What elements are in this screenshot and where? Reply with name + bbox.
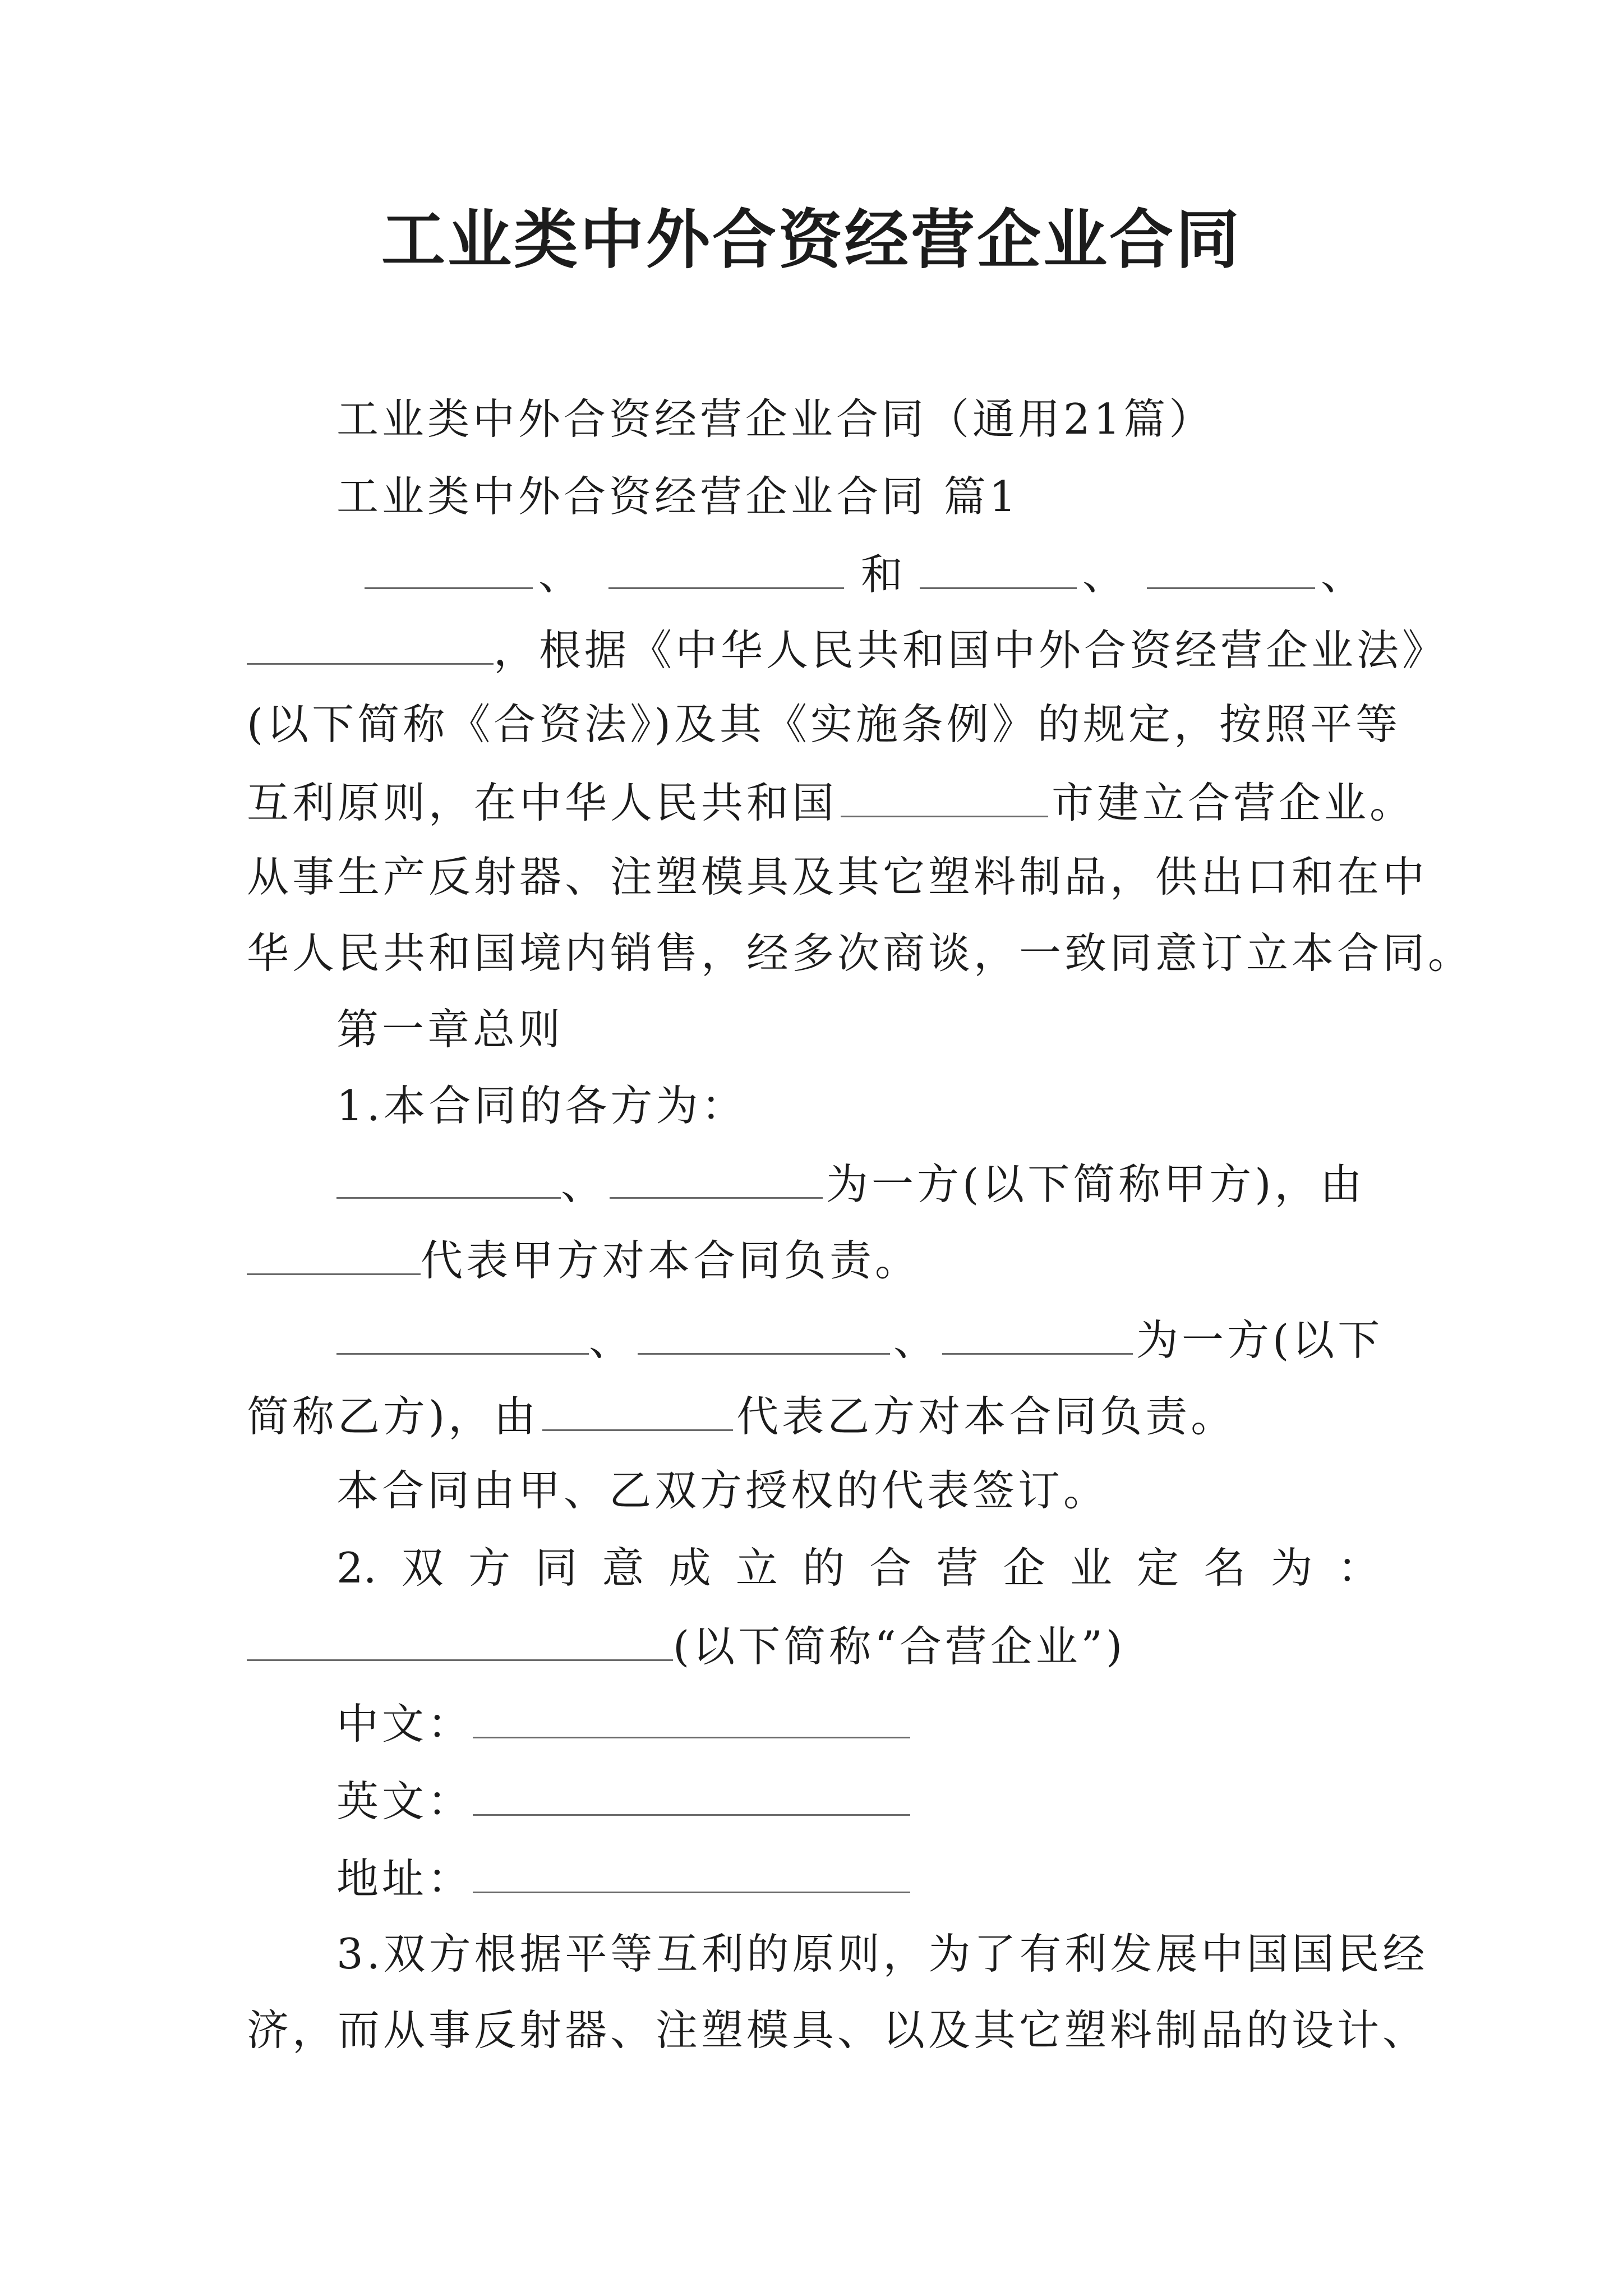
party-b-text: 代表乙方对本合同负责。	[736, 1392, 1237, 1441]
part-heading: 工业类中外合资经营企业合同 篇1	[336, 472, 1020, 521]
article-2-char: 同	[535, 1543, 578, 1593]
article-2-line-2	[247, 1613, 1126, 1677]
article-2-char: 营	[936, 1543, 979, 1593]
article-2-char: 的	[803, 1543, 845, 1593]
article-2-char: 定	[1137, 1543, 1179, 1593]
chapter-heading: 第一章总则	[336, 1005, 564, 1054]
article-2-char: 合	[869, 1543, 912, 1593]
article-2-char: ：	[1337, 1543, 1380, 1593]
separator: 、	[893, 1315, 939, 1365]
article-2-text: (以下简称“合营企业”)	[673, 1622, 1126, 1671]
preamble-line-1	[359, 541, 1363, 605]
blank-field[interactable]	[1147, 541, 1315, 589]
conjunction-text: 和	[861, 550, 903, 599]
preamble-line-6: 华人民共和国境内销售，经多次商谈，一致同意订立本合同。	[247, 928, 1474, 978]
address-field[interactable]	[473, 1846, 910, 1893]
blank-field[interactable]	[542, 1383, 733, 1431]
english-name-field[interactable]	[473, 1768, 910, 1816]
preamble-text: 市建立合营企业。	[1052, 778, 1415, 827]
party-b-line-1	[336, 1307, 1383, 1371]
article-2-char: 意	[602, 1543, 644, 1593]
separator: 、	[538, 550, 581, 599]
party-a-text: 为一方(以下简称甲方)，由	[826, 1159, 1366, 1209]
article-3-line-1: 3.双方根据平等互利的原则，为了有利发展中国国民经	[336, 1929, 1428, 1978]
blank-field[interactable]	[247, 1613, 673, 1661]
party-a-line-1	[336, 1151, 1366, 1215]
blank-field[interactable]	[608, 541, 844, 589]
blank-field[interactable]	[336, 1307, 589, 1355]
article-2-char: 方	[468, 1543, 510, 1593]
signing-statement: 本合同由甲、乙双方授权的代表签订。	[336, 1466, 1109, 1515]
article-2-char: 为	[1270, 1543, 1313, 1593]
address-row	[336, 1846, 910, 1910]
blank-field[interactable]	[920, 541, 1077, 589]
separator: 、	[589, 1315, 635, 1365]
party-b-text: 简称乙方)，由	[247, 1392, 540, 1441]
party-b-line-2	[247, 1383, 1236, 1447]
article-2-char: 企	[1003, 1543, 1045, 1593]
preamble-text: ，根据《中华人民共和国中外合资经营企业法》	[494, 625, 1448, 675]
article-2-char: 双	[401, 1543, 444, 1593]
chinese-name-row	[336, 1691, 910, 1755]
blank-field[interactable]	[942, 1307, 1133, 1355]
party-a-line-2	[247, 1227, 920, 1291]
document-title: 工业类中外合资经营企业合同	[381, 202, 1242, 277]
blank-field[interactable]	[247, 617, 494, 665]
blank-field[interactable]	[638, 1307, 890, 1355]
english-name-label: 英文：	[336, 1777, 473, 1826]
article-2-char: 业	[1069, 1543, 1112, 1593]
separator: 、	[561, 1159, 607, 1209]
party-b-text: 为一方(以下	[1136, 1315, 1384, 1365]
subtitle: 工业类中外合资经营企业合同（通用21篇）	[336, 394, 1215, 444]
blank-field[interactable]	[365, 541, 533, 589]
article-2-char: 立	[735, 1543, 778, 1593]
preamble-line-4	[247, 770, 1415, 834]
article-2-char: 成	[668, 1543, 711, 1593]
address-label: 地址：	[336, 1854, 473, 1903]
blank-field[interactable]	[247, 1227, 421, 1275]
chinese-name-label: 中文：	[336, 1699, 473, 1749]
separator: 、	[1321, 550, 1363, 599]
blank-field[interactable]	[336, 1151, 561, 1199]
party-a-text: 代表甲方对本合同负责。	[421, 1236, 921, 1285]
article-2-char: 2.	[336, 1543, 377, 1593]
preamble-line-2	[247, 617, 1447, 681]
preamble-line-3: (以下简称《合资法》)及其《实施条例》的规定，按照平等	[247, 700, 1401, 749]
article-2-line-1	[336, 1537, 1380, 1599]
blank-field[interactable]	[841, 770, 1048, 817]
preamble-text: 互利原则，在中华人民共和国	[247, 778, 838, 827]
article-2-char: 名	[1204, 1543, 1246, 1593]
english-name-row	[336, 1768, 910, 1832]
article-3-line-2: 济，而从事反射器、注塑模具、以及其它塑料制品的设计、	[247, 2005, 1428, 2055]
separator: 、	[1082, 550, 1125, 599]
preamble-line-5: 从事生产反射器、注塑模具及其它塑料制品，供出口和在中	[247, 852, 1428, 901]
chinese-name-field[interactable]	[473, 1691, 910, 1738]
article-1-heading: 1.本合同的各方为：	[336, 1081, 747, 1130]
blank-field[interactable]	[610, 1151, 823, 1199]
